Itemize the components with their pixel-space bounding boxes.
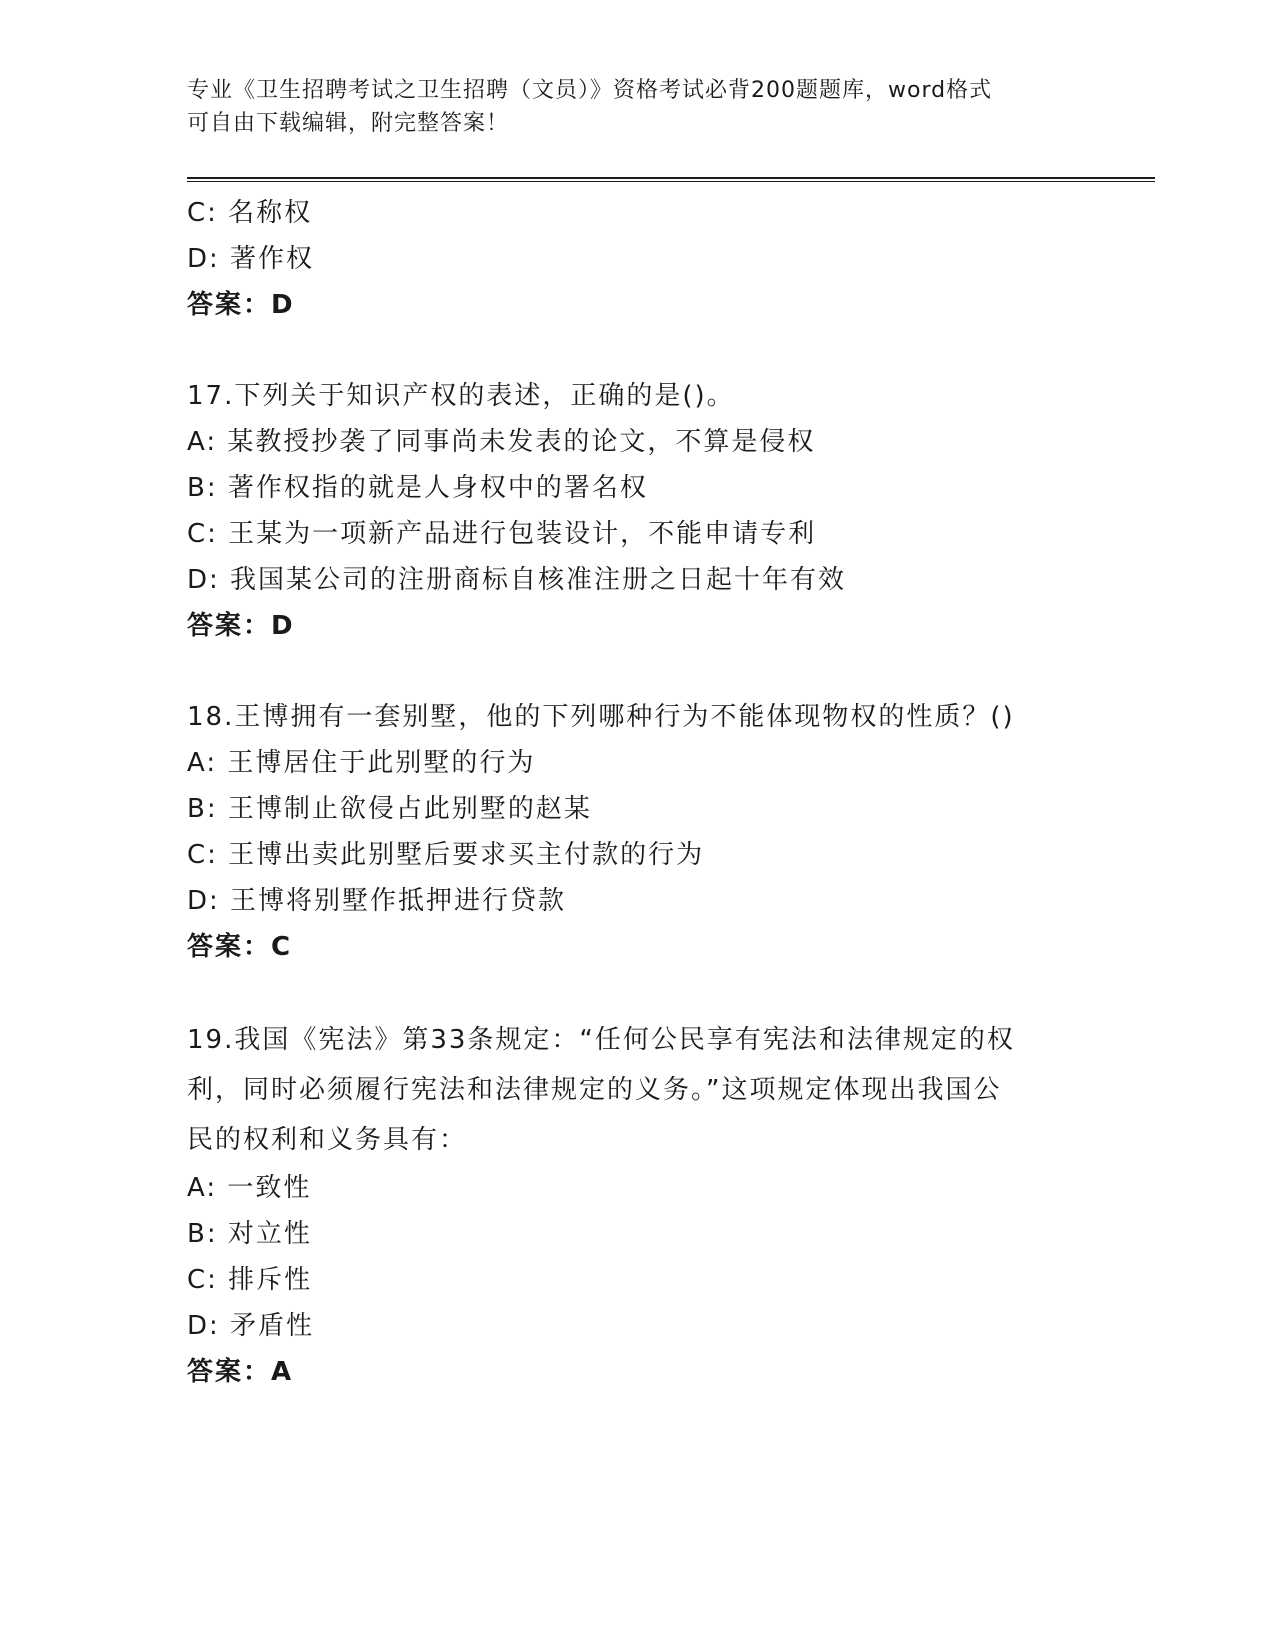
- question-stem: 17.下列关于知识产权的表述，正确的是()。: [187, 381, 735, 411]
- answer-text: 答案：D: [187, 611, 295, 641]
- option-c: C: 王博出卖此别墅后要求买主付款的行为: [187, 840, 705, 870]
- option-c: C: 排斥性: [187, 1265, 313, 1295]
- option-d: D: 王博将别墅作抵押进行贷款: [187, 886, 567, 916]
- question-stem-line-1: 19.我国《宪法》第33条规定：“任何公民享有宪法和法律规定的权: [187, 1025, 1015, 1055]
- answer-text: 答案：A: [187, 1357, 294, 1387]
- page-header: [187, 74, 1087, 140]
- spacer: [187, 649, 1067, 694]
- question-18: [187, 694, 1067, 970]
- question-stem-line-3: 民的权利和义务具有：: [187, 1125, 468, 1155]
- option-d: D: 矛盾性: [187, 1311, 315, 1341]
- option-a: A: 王博居住于此别墅的行为: [187, 748, 536, 778]
- option-a: A: 一致性: [187, 1173, 312, 1203]
- option-c: C: 王某为一项新产品进行包装设计，不能申请专利: [187, 519, 817, 549]
- carryover-question: [187, 190, 1067, 328]
- question-stem-line-2: 利，同时必须履行宪法和法律规定的义务。”这项规定体现出我国公: [187, 1075, 1002, 1105]
- question-stem: 18.王博拥有一套别墅，他的下列哪种行为不能体现物权的性质？(): [187, 702, 1015, 732]
- option-a: A: 某教授抄袭了同事尚未发表的论文，不算是侵权: [187, 427, 816, 457]
- question-19: [187, 1015, 1067, 1395]
- header-line-1: 专业《卫生招聘考试之卫生招聘（文员）》资格考试必背200题题库，word格式: [187, 78, 993, 103]
- option-b: B: 王博制止欲侵占此别墅的赵某: [187, 794, 592, 824]
- option-b: B: 著作权指的就是人身权中的署名权: [187, 473, 648, 503]
- answer-text: 答案：D: [187, 290, 295, 320]
- spacer: [187, 970, 1067, 1015]
- option-d: D: 我国某公司的注册商标自核准注册之日起十年有效: [187, 565, 847, 595]
- header-line-2: 可自由下载编辑，附完整答案！: [187, 111, 510, 136]
- question-17: [187, 373, 1067, 649]
- option-d: D: 著作权: [187, 244, 315, 274]
- option-b: B: 对立性: [187, 1219, 312, 1249]
- header-divider: [187, 177, 1155, 182]
- spacer: [187, 328, 1067, 373]
- question-list: [187, 190, 1067, 1395]
- option-c: C: 名称权: [187, 198, 313, 228]
- answer-text: 答案：C: [187, 932, 293, 962]
